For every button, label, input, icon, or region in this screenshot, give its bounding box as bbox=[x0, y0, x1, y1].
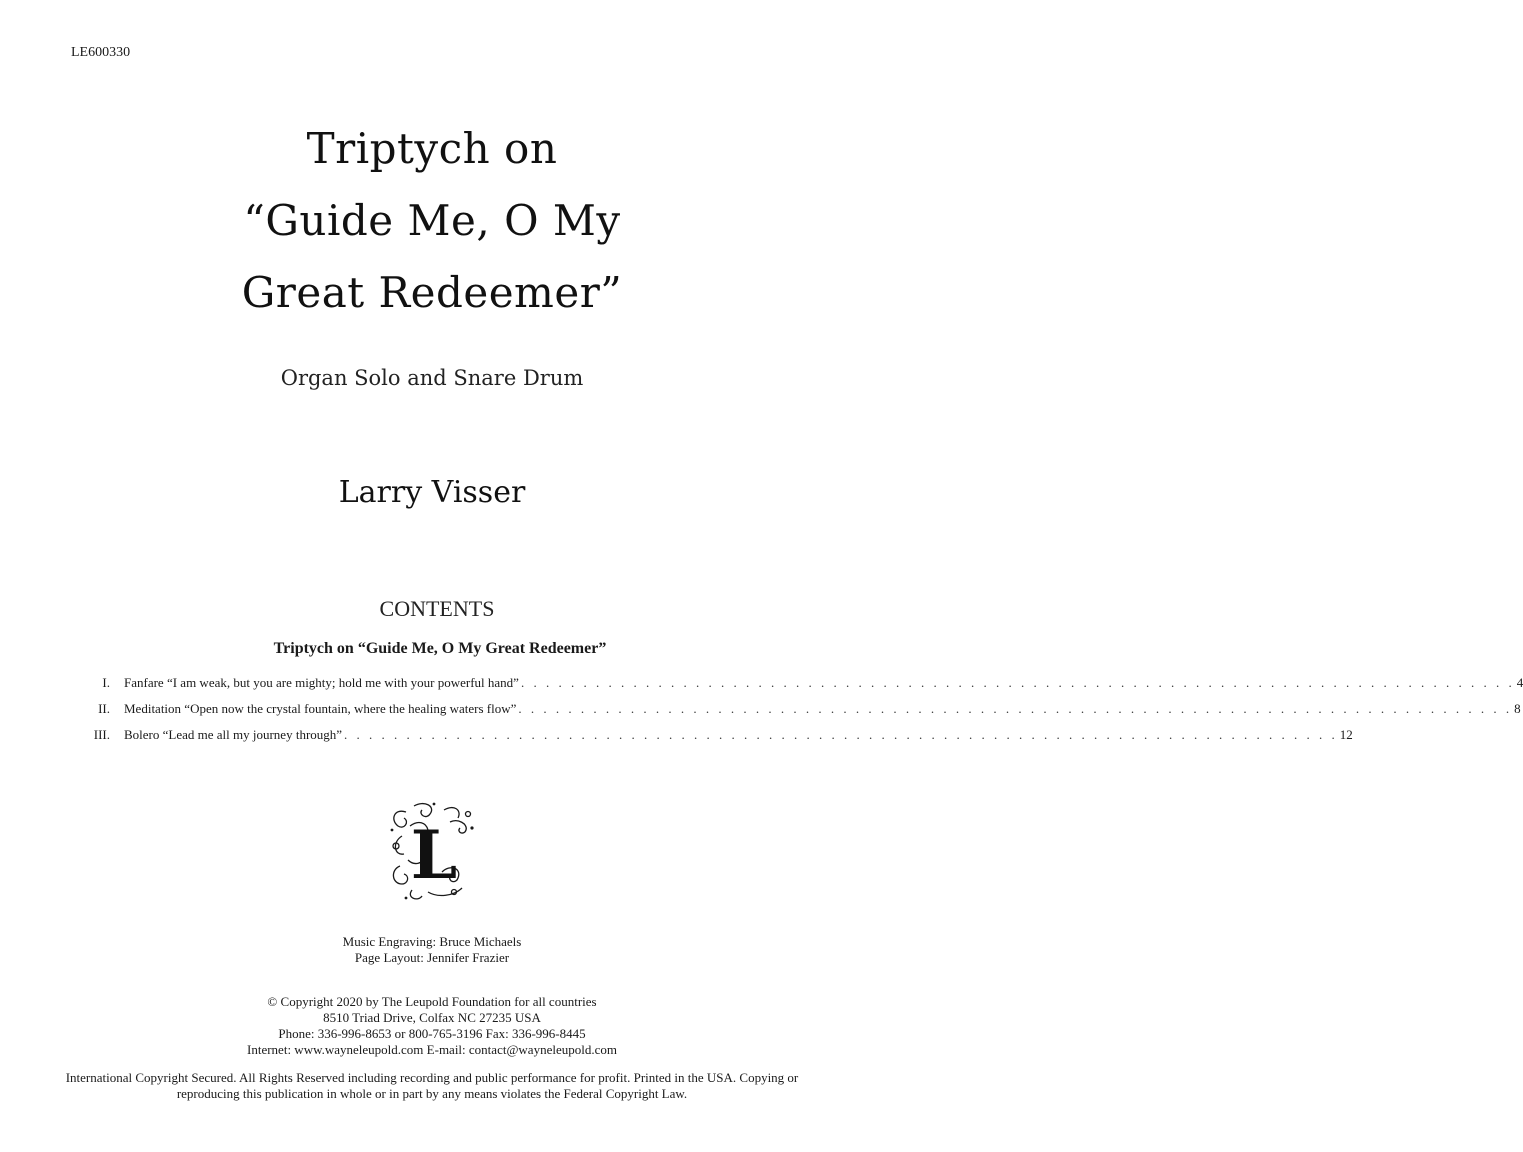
toc-entry[interactable] bbox=[70, 675, 1523, 701]
address-line: 8510 Triad Drive, Colfax NC 27235 USA bbox=[323, 1010, 541, 1025]
toc-entry[interactable] bbox=[70, 701, 1521, 727]
composer-name: Larry Visser bbox=[338, 475, 526, 510]
toc-entry-title: Bolero “Lead me all my journey through” bbox=[124, 727, 343, 742]
toc-entry-title: Meditation “Open now the crystal fountain, where the healing waters flow” bbox=[124, 701, 517, 716]
toc-entry-page: 12 bbox=[1339, 727, 1353, 742]
copyright-block bbox=[0, 994, 864, 1058]
subtitle: Organ Solo and Snare Drum bbox=[280, 366, 584, 390]
leupold-emblem-icon bbox=[384, 800, 480, 904]
toc-entry-number: I. bbox=[102, 675, 110, 690]
credit-line: Page Layout: Jennifer Frazier bbox=[354, 950, 510, 965]
notice-line: International Copyright Secured. All Rights Reserved including recording and public performance for profit. Printed in the USA. Copying or bbox=[65, 1070, 799, 1085]
title-line: Triptych on bbox=[306, 124, 558, 173]
credits bbox=[0, 934, 864, 966]
title-line: Great Redeemer” bbox=[241, 268, 623, 317]
toc-entry-number: II. bbox=[98, 701, 110, 716]
emblem-letter: L bbox=[410, 816, 458, 894]
title-line: “Guide Me, O My bbox=[243, 196, 621, 245]
toc-leader-dots: . . . . . . . . . . . . . . . . . . . . . . . . . . . . . . . . . . . . . . . . . . . . . . . . . . . . . . . . . . . . . . . . . . . . . . . . . . . . . . . . bbox=[520, 675, 1515, 690]
page-title bbox=[0, 113, 864, 329]
table-of-contents bbox=[70, 675, 1523, 753]
notice-line: reproducing this publication in whole or in part by any means violates the Federal Copyright Law. bbox=[176, 1086, 688, 1101]
catalog-number: LE600330 bbox=[71, 45, 131, 60]
contents-heading: CONTENTS bbox=[379, 596, 495, 621]
internet-line: Internet: www.wayneleupold.com E-mail: contact@wayneleupold.com bbox=[247, 1042, 617, 1057]
toc-entry-number: III. bbox=[93, 727, 110, 742]
toc-entry-page: 4 bbox=[1516, 675, 1523, 690]
work-title: Triptych on “Guide Me, O My Great Redeemer” bbox=[273, 640, 607, 657]
toc-entry[interactable] bbox=[70, 727, 1353, 753]
toc-leader-dots: . . . . . . . . . . . . . . . . . . . . . . . . . . . . . . . . . . . . . . . . . . . . . . . . . . . . . . . . . . . . . . . . . . . . . . . . . . . . . . . . bbox=[518, 701, 1513, 716]
credit-line: Music Engraving: Bruce Michaels bbox=[342, 934, 522, 949]
toc-entry-title: Fanfare “I am weak, but you are mighty; hold me with your powerful hand” bbox=[124, 675, 519, 690]
copyright-line: © Copyright 2020 by The Leupold Foundation for all countries bbox=[267, 994, 597, 1009]
toc-entry-page: 8 bbox=[1514, 701, 1521, 716]
toc-leader-dots: . . . . . . . . . . . . . . . . . . . . . . . . . . . . . . . . . . . . . . . . . . . . . . . . . . . . . . . . . . . . . . . . . . . . . . . . . . . . . . . . bbox=[344, 727, 1338, 742]
legal-notice bbox=[0, 1070, 864, 1102]
phone-line: Phone: 336-996-8653 or 800-765-3196 Fax: 336-996-8445 bbox=[278, 1026, 586, 1041]
